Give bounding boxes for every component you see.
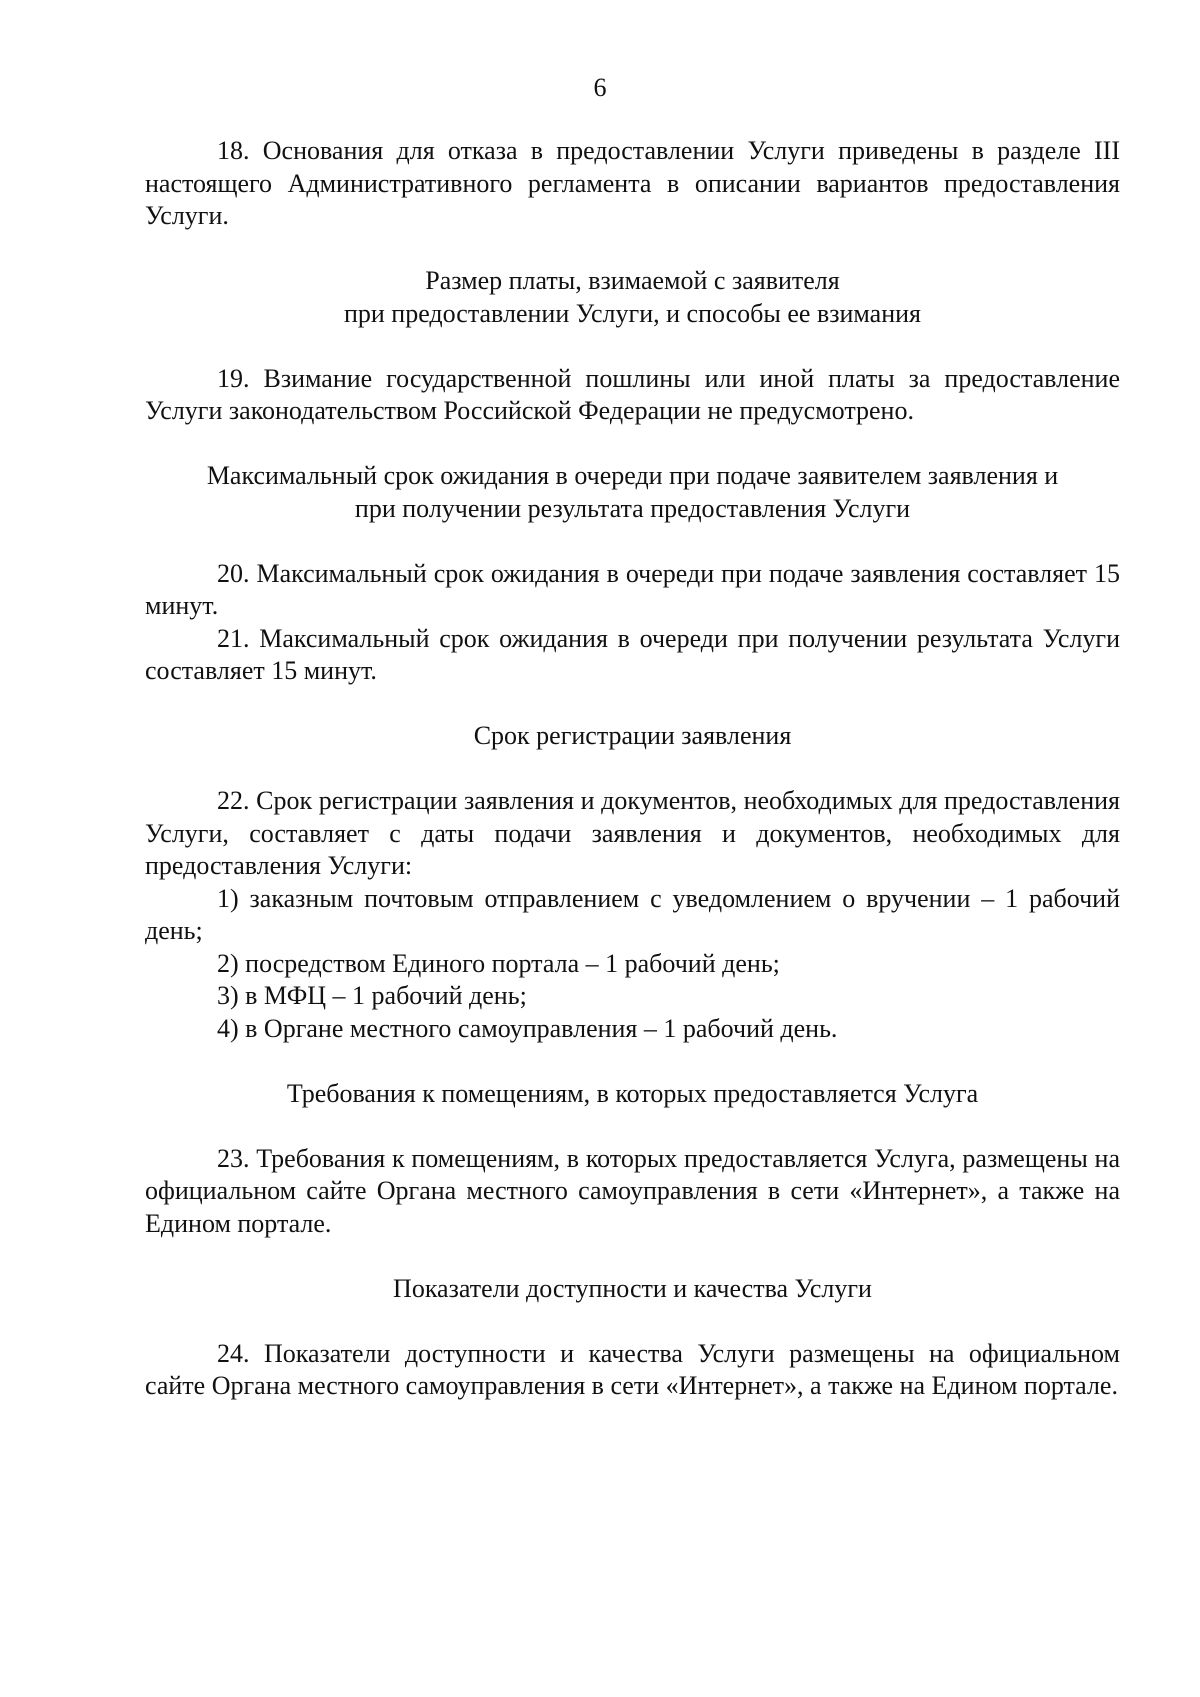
document-body [145, 135, 1120, 1403]
section-heading-premises: Требования к помещениям, в которых предоставляется Услуга [286, 1078, 979, 1108]
spacer [145, 1110, 1120, 1143]
section-heading-quality: Показатели доступности и качества Услуги [393, 1273, 872, 1303]
section-heading-fee [145, 265, 1120, 330]
section-heading-registration: Срок регистрации заявления [473, 721, 792, 750]
paragraph-22: 22. Срок регистрации заявления и документов, необходимых для предоставления Услуги, составляет с даты подачи заявления и документов, необходимых для предоставления Услуги: [145, 786, 1120, 880]
spacer [145, 1045, 1120, 1078]
list-item: 4) в Органе местного самоуправления – 1 рабочий день. [217, 1013, 838, 1043]
spacer [145, 1305, 1120, 1338]
heading-line: Размер платы, взимаемой с заявителя [425, 266, 840, 295]
spacer [145, 753, 1120, 786]
paragraph-18: 18. Основания для отказа в предоставлении Услуги приведены в разделе III настоящего Административного регламента в описании вариантов предоставления Услуги. [145, 136, 1120, 230]
list-item: 1) заказным почтовым отправлением с уведомлением о вручении – 1 рабочий день; [145, 883, 1120, 945]
heading-line: при получении результата предоставления Услуги [354, 493, 911, 523]
heading-line: Максимальный срок ожидания в очереди при подаче заявителем заявления и [206, 461, 1059, 490]
spacer [145, 428, 1120, 461]
paragraph-20: 20. Максимальный срок ожидания в очереди при подаче заявления составляет 15 минут. [145, 558, 1120, 620]
list-item: 3) в МФЦ – 1 рабочий день; [217, 981, 527, 1010]
page-number: 6 [593, 73, 607, 102]
heading-line: при предоставлении Услуги, и способы ее взимания [343, 298, 922, 328]
paragraph-24: 24. Показатели доступности и качества Услуги размещены на официальном сайте Органа местного самоуправления в сети «Интернет», а также на Едином портале. [145, 1338, 1120, 1400]
spacer [145, 525, 1120, 558]
list-item: 2) посредством Единого портала – 1 рабочий день; [217, 948, 780, 978]
paragraph-21: 21. Максимальный срок ожидания в очереди при получении результата Услуги составляет 15 минут. [145, 623, 1120, 685]
paragraph-23: 23. Требования к помещениям, в которых предоставляется Услуга, размещены на официальном сайте Органа местного самоуправления в сети «Интернет», а также на Едином портале. [145, 1143, 1120, 1238]
spacer [145, 1240, 1120, 1273]
spacer [145, 688, 1120, 721]
section-heading-queue [145, 460, 1120, 525]
spacer [145, 233, 1120, 266]
spacer [145, 330, 1120, 363]
paragraph-19: 19. Взимание государственной пошлины или иной платы за предоставление Услуги законодательством Российской Федерации не предусмотрено. [145, 363, 1120, 425]
